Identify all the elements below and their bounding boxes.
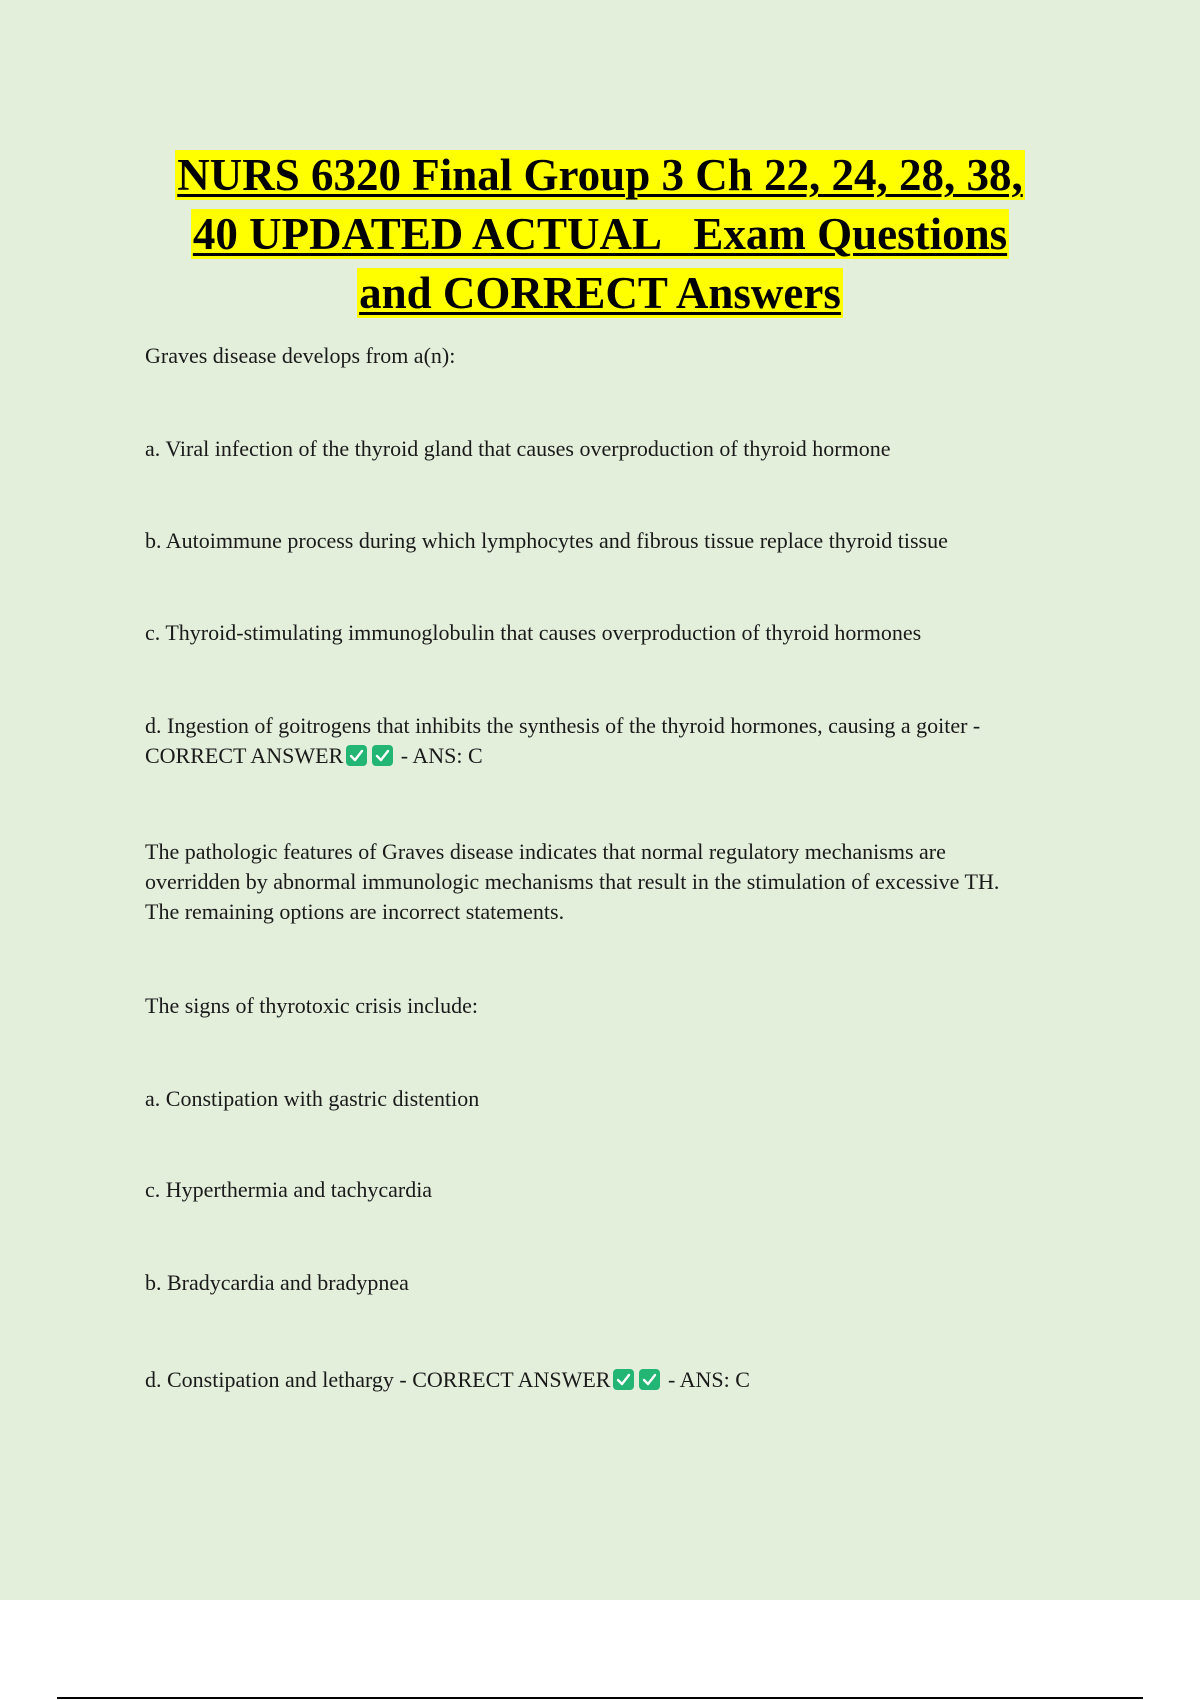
q1-answer-line <box>145 741 1095 771</box>
q1-answer: - ANS: C <box>400 743 483 768</box>
footer-divider <box>57 1697 1143 1699</box>
q1-option-a: a. Viral infection of the thyroid gland that causes overproduction of thyroid hormone <box>145 436 891 461</box>
check-box-icon <box>346 745 367 766</box>
check-box-icon <box>613 1369 634 1390</box>
check-box-icon <box>372 745 393 766</box>
q1-correct-label: CORRECT ANSWER <box>145 743 344 768</box>
q2-answer: - ANS: C <box>667 1367 750 1392</box>
q1-rationale-line-3: The remaining options are incorrect statements. <box>145 899 565 924</box>
q1-rationale-line-1: The pathologic features of Graves disease indicates that normal regulatory mechanisms are <box>145 839 946 864</box>
check-box-icon <box>639 1369 660 1390</box>
q1-rationale-line-2: overridden by abnormal immunologic mechanisms that result in the stimulation of excessive TH. <box>145 869 1000 894</box>
document-title <box>100 146 1100 323</box>
title-line-3: and CORRECT Answers <box>359 268 841 318</box>
q2-option-d-text: d. Constipation and lethargy - CORRECT ANSWER <box>145 1367 611 1392</box>
q1-option-c: c. Thyroid-stimulating immunoglobulin that causes overproduction of thyroid hormones <box>145 620 922 645</box>
q2-stem: The signs of thyrotoxic crisis include: <box>145 993 478 1018</box>
q1-option-d-text: d. Ingestion of goitrogens that inhibits the synthesis of the thyroid hormones, causing a goiter - <box>145 713 981 738</box>
q2-option-c: c. Hyperthermia and tachycardia <box>145 1177 433 1202</box>
q1-rationale <box>145 837 1095 927</box>
q1-option-d <box>145 711 1095 771</box>
q2-option-d <box>145 1365 1095 1395</box>
q2-option-b: b. Bradycardia and bradypnea <box>145 1270 409 1295</box>
q1-stem: Graves disease develops from a(n): <box>145 343 456 368</box>
q2-option-a: a. Constipation with gastric distention <box>145 1086 480 1111</box>
title-line-2: 40 UPDATED ACTUAL Exam Questions <box>192 209 1008 259</box>
title-line-1: NURS 6320 Final Group 3 Ch 22, 24, 28, 38, <box>177 150 1023 200</box>
q1-option-b: b. Autoimmune process during which lymphocytes and fibrous tissue replace thyroid tissue <box>145 528 948 553</box>
